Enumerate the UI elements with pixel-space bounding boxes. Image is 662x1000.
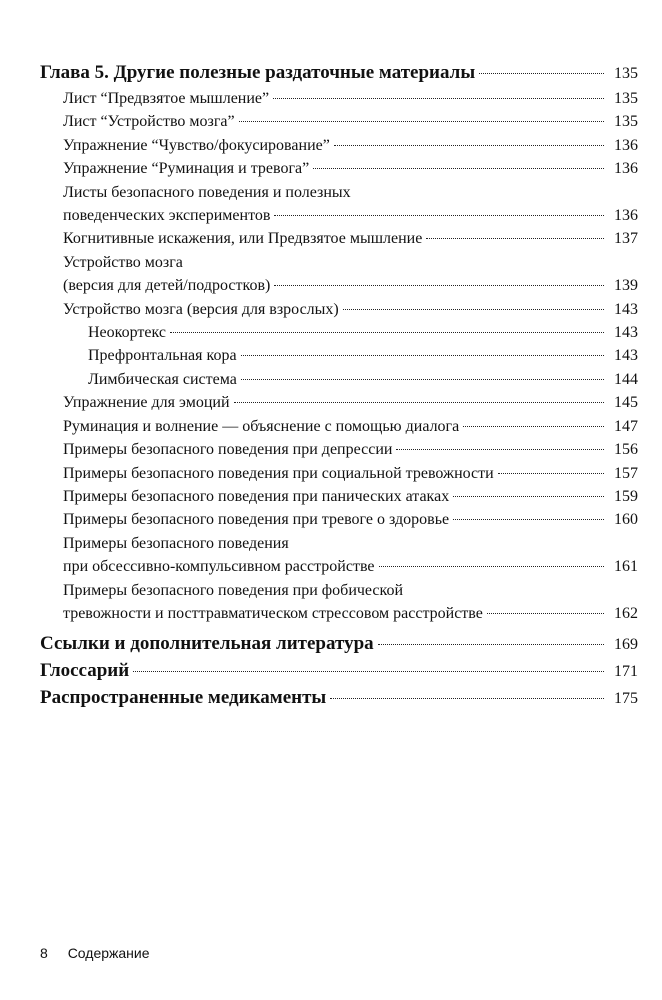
toc-item <box>40 462 638 485</box>
dot-leader <box>274 215 604 216</box>
toc-entry-page: 143 <box>614 347 638 365</box>
dot-leader <box>379 566 604 567</box>
toc-medications <box>40 685 638 712</box>
page-footer <box>40 945 150 961</box>
toc-entry-page: 137 <box>614 230 638 248</box>
dot-leader <box>273 98 604 99</box>
dot-leader <box>170 332 604 333</box>
page-number: 8 <box>40 945 48 961</box>
toc-entry-title: Устройство мозга (версия для взрослых) <box>63 300 339 318</box>
table-of-contents <box>40 60 638 712</box>
dot-leader <box>234 402 604 403</box>
dot-leader <box>426 238 604 239</box>
toc-entry-title: Лист “Устройство мозга” <box>63 113 235 131</box>
toc-entry-title-line1: Устройство мозга <box>63 253 183 271</box>
dot-leader <box>479 73 604 74</box>
dot-leader <box>453 496 604 497</box>
toc-glossary <box>40 658 638 685</box>
toc-entry-page: 139 <box>614 277 638 295</box>
toc-entry-title: поведенческих экспериментов <box>63 207 271 225</box>
toc-references <box>40 631 638 658</box>
toc-entry-page: 147 <box>614 417 638 435</box>
toc-entry-page: 145 <box>614 394 638 412</box>
toc-item <box>40 87 638 110</box>
toc-entry-page: 161 <box>614 558 638 576</box>
toc-entry-title: Глава 5. Другие полезные раздаточные материалы <box>40 62 476 83</box>
toc-entry-title: Глоссарий <box>40 660 130 682</box>
toc-entry-title: Примеры безопасного поведения при тревоге о здоровье <box>63 511 450 529</box>
dot-leader <box>463 426 604 427</box>
toc-entry-page: 175 <box>614 690 638 708</box>
dot-leader <box>334 145 604 146</box>
toc-entry-title: Примеры безопасного поведения при депрессии <box>63 441 393 459</box>
dot-leader <box>498 473 604 474</box>
toc-entry-title: Упражнение “Чувство/фокусирование” <box>63 136 330 154</box>
toc-entry-title: Примеры безопасного поведения при социальной тревожности <box>63 464 494 482</box>
dot-leader <box>241 379 604 380</box>
toc-entry-title: тревожности и посттравматическом стрессовом расстройстве <box>63 604 483 622</box>
dot-leader <box>241 355 604 356</box>
dot-leader <box>453 519 604 520</box>
toc-entry-title: Примеры безопасного поведения при панических атаках <box>63 487 450 505</box>
toc-entry-page: 135 <box>614 65 638 82</box>
toc-entry-title: Неокортекс <box>88 324 166 342</box>
dot-leader <box>378 644 604 645</box>
toc-item <box>40 157 638 180</box>
toc-entry-page: 135 <box>614 113 638 131</box>
toc-entry-page: 136 <box>614 136 638 154</box>
toc-chapter-5 <box>40 60 638 87</box>
toc-entry-page: 144 <box>614 370 638 388</box>
toc-item <box>40 532 638 579</box>
toc-item <box>40 391 638 414</box>
toc-item <box>40 485 638 508</box>
toc-item <box>40 110 638 133</box>
toc-subitem <box>40 368 638 391</box>
toc-item <box>40 227 638 250</box>
dot-leader <box>274 285 604 286</box>
toc-entry-page: 143 <box>614 324 638 342</box>
toc-entry-page: 157 <box>614 464 638 482</box>
toc-entry-title: Когнитивные искажения, или Предвзятое мышление <box>63 230 423 248</box>
dot-leader <box>133 671 604 672</box>
toc-entry-page: 162 <box>614 604 638 622</box>
toc-entry-title-line1: Примеры безопасного поведения при фобической <box>63 581 404 599</box>
toc-entry-title: Распространенные медикаменты <box>40 687 327 709</box>
toc-item <box>40 415 638 438</box>
toc-entry-page: 136 <box>614 207 638 225</box>
toc-subitem <box>40 321 638 344</box>
toc-item <box>40 508 638 531</box>
toc-entry-page: 136 <box>614 160 638 178</box>
toc-entry-page: 135 <box>614 90 638 107</box>
toc-item <box>40 251 638 298</box>
toc-subitem <box>40 344 638 367</box>
toc-entry-title: Упражнение для эмоций <box>63 394 230 412</box>
toc-entry-page: 171 <box>614 663 638 681</box>
dot-leader <box>313 168 604 169</box>
toc-item <box>40 181 638 228</box>
dot-leader <box>330 698 604 699</box>
dot-leader <box>487 613 604 614</box>
toc-entry-page: 156 <box>614 441 638 459</box>
toc-item <box>40 298 638 321</box>
toc-entry-title: Упражнение “Руминация и тревога” <box>63 160 310 178</box>
toc-entry-page: 159 <box>614 487 638 505</box>
toc-entry-title-line1: Примеры безопасного поведения <box>63 534 289 552</box>
toc-entry-title: Лист “Предвзятое мышление” <box>63 90 270 107</box>
toc-entry-title: Префронтальная кора <box>88 347 237 365</box>
toc-entry-page: 160 <box>614 511 638 529</box>
toc-entry-page: 169 <box>614 636 638 654</box>
dot-leader <box>396 449 604 450</box>
toc-item <box>40 438 638 461</box>
toc-entry-title-line1: Листы безопасного поведения и полезных <box>63 183 351 201</box>
running-title: Содержание <box>67 945 150 961</box>
dot-leader <box>343 309 604 310</box>
toc-item <box>40 579 638 626</box>
toc-entry-title: при обсессивно-компульсивном расстройстве <box>63 558 375 576</box>
toc-entry-title: Лимбическая система <box>88 370 237 388</box>
toc-item <box>40 134 638 157</box>
toc-entry-title: Руминация и волнение — объяснение с помощью диалога <box>63 417 460 435</box>
toc-entry-page: 143 <box>614 300 638 318</box>
toc-entry-title: Ссылки и дополнительная литература <box>40 633 374 655</box>
toc-entry-title: (версия для детей/подростков) <box>63 277 271 295</box>
dot-leader <box>239 121 604 122</box>
